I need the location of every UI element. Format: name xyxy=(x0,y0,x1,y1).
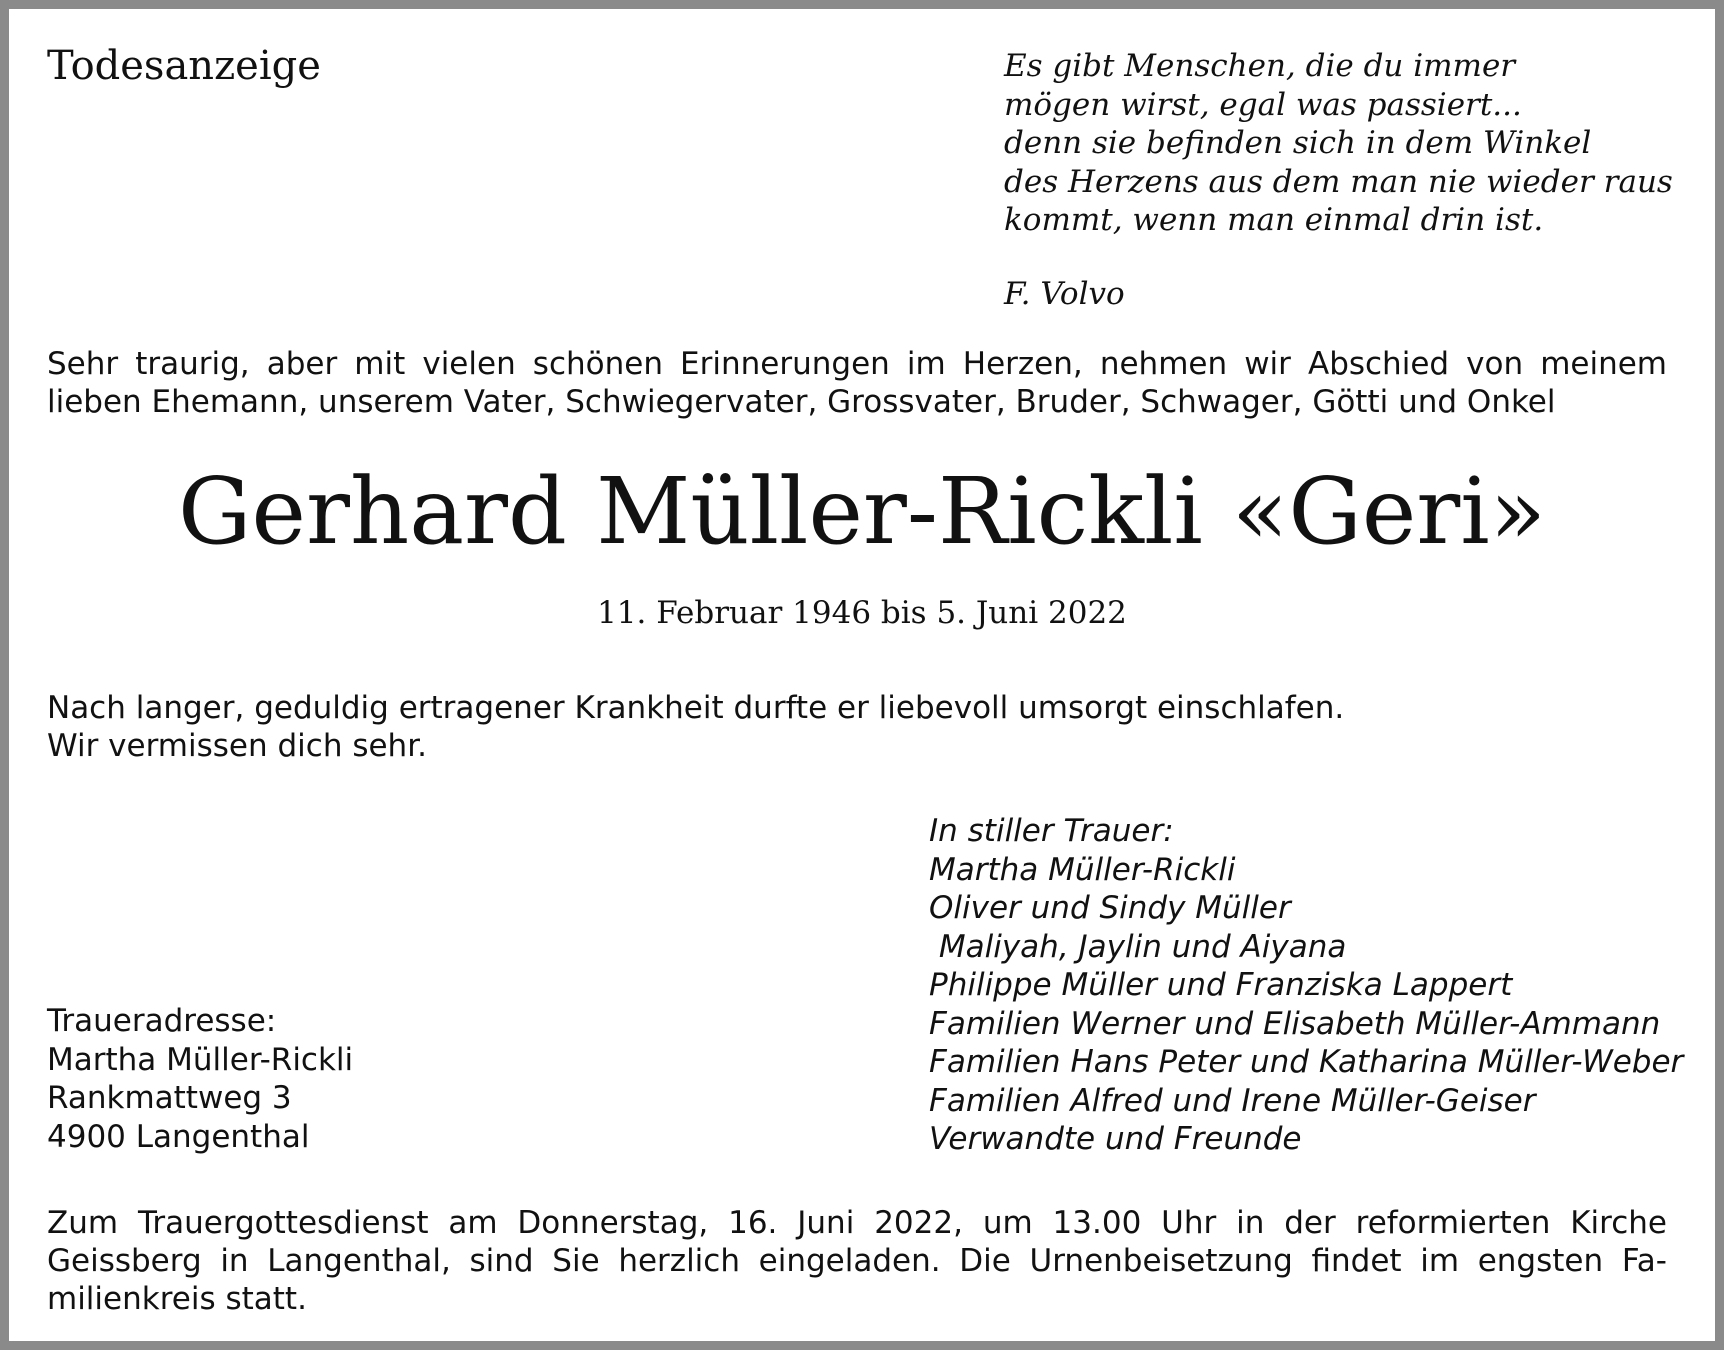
quote-line: mögen wirst, egal was passiert... xyxy=(1004,86,1522,123)
mourner-entry: Verwandte und Freunde xyxy=(929,1121,1302,1157)
intro-line: Sehr traurig, aber mit vielen schönen Erinnerungen im Herzen, nehmen wir Abschied von meinem xyxy=(47,346,1667,382)
mourner-entry: Oliver und Sindy Müller xyxy=(929,890,1291,926)
mourner-entry: Martha Müller-Rickli xyxy=(929,851,1236,888)
quote-line: denn sie befinden sich in dem Winkel xyxy=(1004,125,1592,161)
address-line: Rankmattweg 3 xyxy=(47,1080,292,1116)
mourners-heading: In stiller Trauer: xyxy=(929,813,1174,849)
obituary-notice xyxy=(9,9,1715,1341)
mourner-entry: Familien Hans Peter und Katharina Müller-Weber xyxy=(929,1044,1684,1080)
mourner-entry: Philippe Müller und Franziska Lappert xyxy=(929,967,1513,1003)
quote-block xyxy=(1004,47,1673,240)
service-line: milienkreis statt. xyxy=(47,1281,307,1317)
intro-line: lieben Ehemann, unserem Vater, Schwiegervater, Grossvater, Bruder, Schwager, Götti und Onkel xyxy=(47,384,1556,420)
address-label: Traueradresse: xyxy=(47,1003,277,1039)
closing-line: Wir vermissen dich sehr. xyxy=(47,728,427,764)
address-line: Martha Müller-Rickli xyxy=(47,1041,354,1078)
mourner-entry: Maliyah, Jaylin und Aiyana xyxy=(929,928,1347,965)
mourner-entry: Familien Alfred und Irene Müller-Geiser xyxy=(929,1082,1536,1119)
address-line: 4900 Langenthal xyxy=(47,1118,310,1155)
closing-paragraph xyxy=(47,689,1344,765)
mourning-address xyxy=(47,1002,353,1156)
intro-paragraph xyxy=(47,345,1667,421)
deceased-name: Gerhard Müller-Rickli «Geri» xyxy=(178,458,1546,565)
mourners-list xyxy=(929,812,1683,1159)
quote-author: F. Volvo xyxy=(1004,276,1125,312)
quote-line: Es gibt Menschen, die du immer xyxy=(1004,48,1516,84)
mourner-entry: Familien Werner und Elisabeth Müller-Ammann xyxy=(929,1005,1661,1042)
service-paragraph xyxy=(47,1204,1667,1318)
quote-line: des Herzens aus dem man nie wieder raus xyxy=(1004,163,1673,200)
notice-heading: Todesanzeige xyxy=(47,43,321,89)
service-line: Zum Trauergottesdienst am Donnerstag, 16. Juni 2022, um 13.00 Uhr in der reformierten Kirche xyxy=(47,1205,1667,1241)
life-dates: 11. Februar 1946 bis 5. Juni 2022 xyxy=(597,595,1127,631)
quote-line: kommt, wenn man einmal drin ist. xyxy=(1004,202,1544,238)
closing-line: Nach langer, geduldig ertragener Krankheit durfte er liebevoll umsorgt einschlafen. xyxy=(47,690,1345,726)
service-line: Geissberg in Langenthal, sind Sie herzlich eingeladen. Die Urnenbeisetzung findet im engsten Fa- xyxy=(47,1243,1667,1279)
